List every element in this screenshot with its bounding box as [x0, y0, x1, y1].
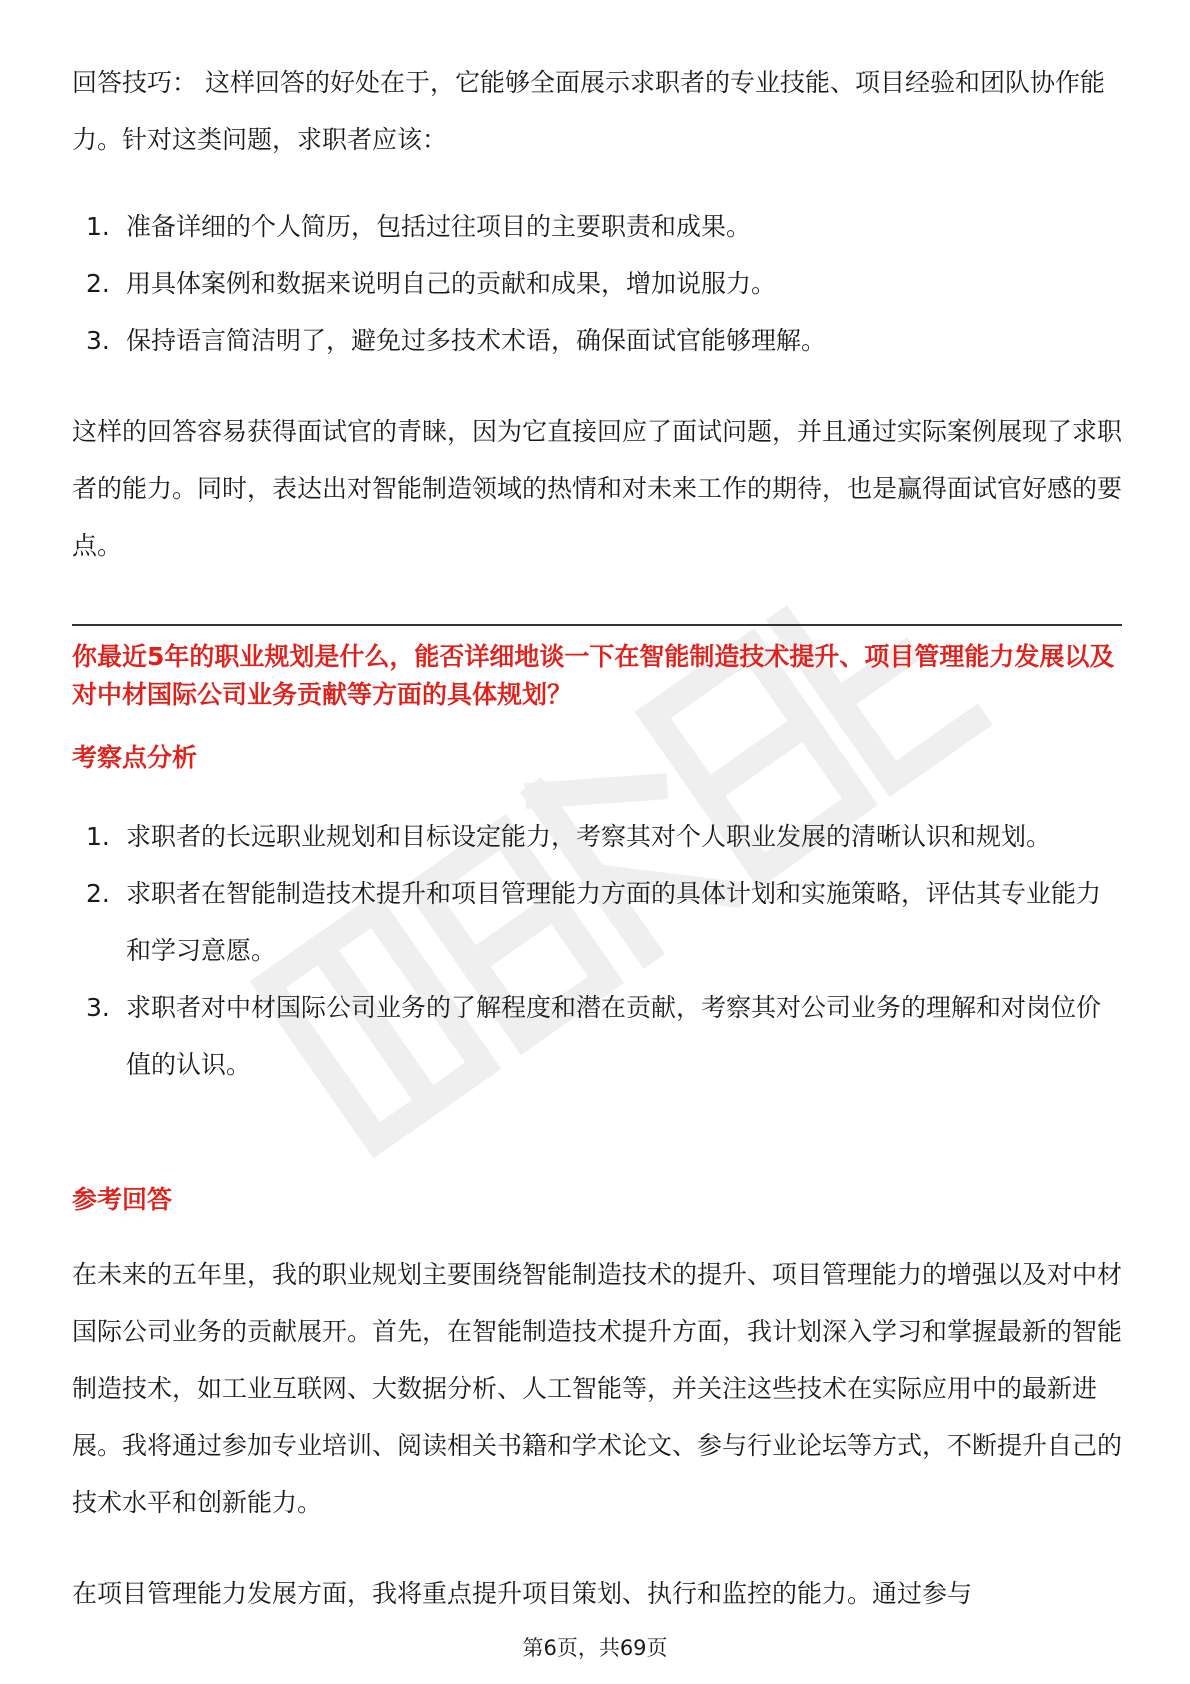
list-item [72, 255, 1122, 312]
list-item-text: 用具体案例和数据来说明自己的贡献和成果，增加说服力。 [126, 269, 777, 298]
question-heading: 你最近5年的职业规划是什么，能否详细地谈一下在智能制造技术提升、项目管理能力发展以及对中材国际公司业务贡献等方面的具体规划？ [72, 642, 1115, 709]
list-number: 3. [86, 326, 110, 355]
tips-paragraph: 回答技巧： 这样回答的好处在于，它能够全面展示求职者的专业技能、项目经验和团队协作能力。针对这类问题，求职者应该： [72, 68, 1105, 154]
list-item-text: 求职者对中材国际公司业务的了解程度和潜在贡献，考察其对公司业务的理解和对岗位价值的认识。 [126, 993, 1102, 1079]
list-number: 3. [86, 993, 110, 1022]
list-item-text: 保持语言简洁明了，避免过多技术术语，确保面试官能够理解。 [126, 326, 827, 355]
answer-block-1 [72, 1246, 1122, 1531]
list-item-text: 求职者在智能制造技术提升和项目管理能力方面的具体计划和实施策略，评估其专业能力和学习意愿。 [126, 879, 1102, 965]
analysis-heading: 考察点分析 [72, 743, 198, 772]
summary-paragraph: 这样的回答容易获得面试官的青睐，因为它直接回应了面试问题，并且通过实际案例展现了求职者的能力。同时，表达出对智能制造领域的热情和对未来工作的期待，也是赢得面试官好感的要点。 [72, 417, 1123, 560]
list-number: 1. [86, 212, 110, 241]
tips-list [72, 198, 1122, 369]
answer-heading: 参考回答 [72, 1185, 173, 1214]
list-item [72, 865, 1122, 979]
list-item-text: 求职者的长远职业规划和目标设定能力，考察其对个人职业发展的清晰认识和规划。 [126, 822, 1052, 851]
list-item [72, 979, 1122, 1093]
summary-block [72, 403, 1122, 574]
answer-block-2 [72, 1565, 1122, 1622]
list-item-text: 准备详细的个人简历，包括过往项目的主要职责和成果。 [126, 212, 752, 241]
list-number: 2. [86, 269, 110, 298]
list-number: 2. [86, 879, 110, 908]
list-number: 1. [86, 822, 110, 851]
list-item [72, 808, 1122, 865]
answer-paragraph-1: 在未来的五年里，我的职业规划主要围绕智能制造技术的提升、项目管理能力的增强以及对中材国际公司业务的贡献展开。首先，在智能制造技术提升方面，我计划深入学习和掌握最新的智能制造技术，如工业互联网、大数据分析、人工智能等，并关注这些技术在实际应用中的最新进展。我将通过参加专业培训、阅读相关书籍和学术论文、参与行业论坛等方式，不断提升自己的技术水平和创新能力。 [72, 1260, 1123, 1517]
answer-tips [72, 54, 1122, 168]
list-item [72, 198, 1122, 255]
section-divider [72, 624, 1122, 626]
analysis-list [72, 808, 1122, 1093]
page-footer: 第6页，共69页 [522, 1636, 668, 1660]
list-item [72, 312, 1122, 369]
answer-paragraph-2: 在项目管理能力发展方面，我将重点提升项目策划、执行和监控的能力。通过参与 [72, 1579, 973, 1608]
